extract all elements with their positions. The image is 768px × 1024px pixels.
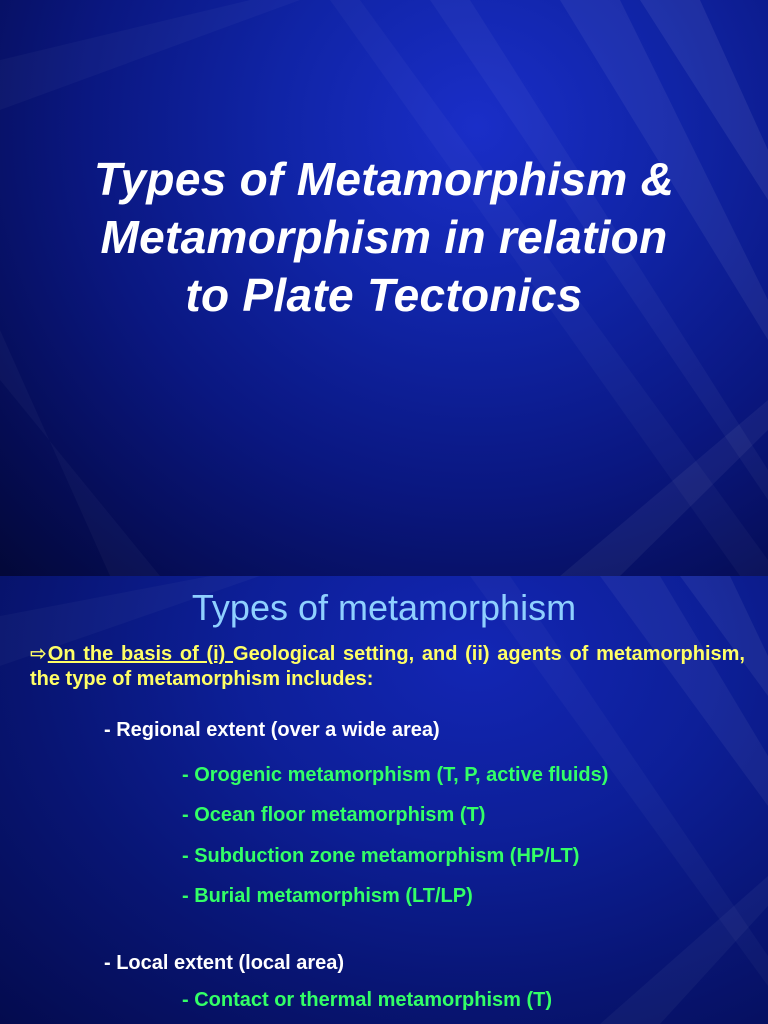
list-item: - Subduction zone metamorphism (HP/LT) bbox=[182, 845, 580, 867]
list-item: - Contact or thermal metamorphism (T) bbox=[182, 989, 553, 1011]
right-arrow-icon: ⇨ bbox=[30, 643, 47, 665]
list-item: - Ocean floor metamorphism (T) bbox=[182, 804, 486, 826]
intro-paragraph bbox=[30, 642, 745, 692]
title-line-1: Types of Metamorphism & bbox=[93, 153, 675, 205]
content-slide bbox=[0, 576, 768, 1024]
regional-extent-label: - Regional extent (over a wide area) bbox=[104, 719, 440, 741]
title-block bbox=[0, 150, 768, 324]
intro-text: Geological setting, and (ii) agents of metamorphism, the type of metamorphism includes: bbox=[30, 643, 745, 690]
intro-underlined-text: On the basis of (i) bbox=[47, 643, 234, 665]
list-item: - Burial metamorphism (LT/LP) bbox=[182, 885, 473, 907]
title-line-2: Metamorphism in relation bbox=[100, 211, 668, 263]
title-line-3: to Plate Tectonics bbox=[185, 269, 583, 321]
list-item: - Orogenic metamorphism (T, P, active fluids) bbox=[182, 764, 609, 786]
local-extent-label: - Local extent (local area) bbox=[104, 952, 345, 974]
slide-heading: Types of metamorphism bbox=[191, 587, 577, 628]
